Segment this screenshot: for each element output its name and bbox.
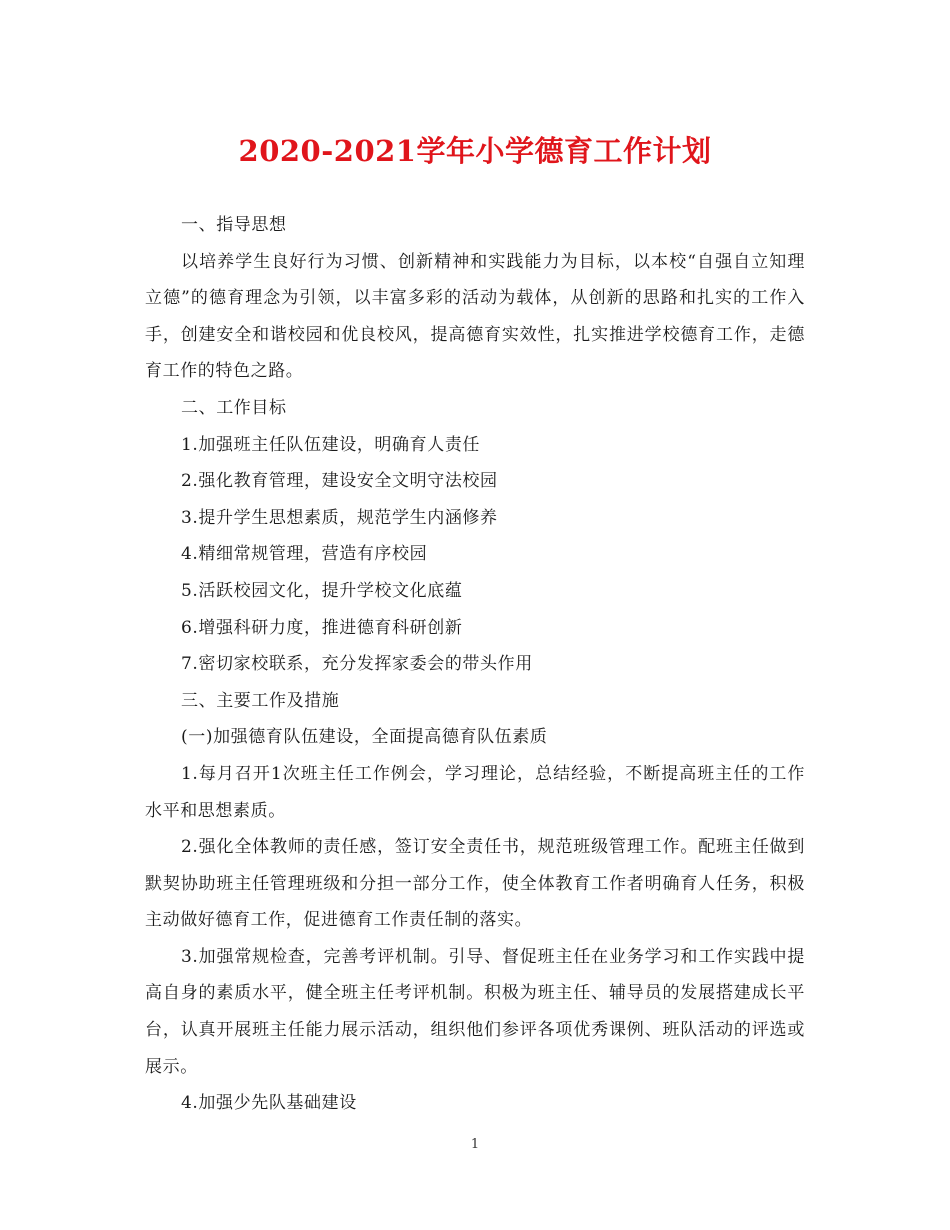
section-heading-main-work: 三、主要工作及措施 bbox=[181, 690, 340, 711]
goal-item-5: 5.活跃校园文化，提升学校文化底蕴 bbox=[181, 580, 463, 601]
goal-item-3: 3.提升学生思想素质，规范学生内涵修养 bbox=[181, 507, 498, 528]
goal-item-7: 7.密切家校联系，充分发挥家委会的带头作用 bbox=[181, 654, 533, 675]
paragraph-guiding-ideology: 以培养学生良好行为习惯、创新精神和实践能力为目标，以本校“自强自立知理立德”的德育理念为引领，以丰富多彩的活动为载体，从创新的思路和扎实的工作入手，创建安全和谐校园和优良校风，提高德育实效性，扎实推进学校德育工作，走德育工作的特色之路。 bbox=[145, 251, 805, 382]
goal-item-6: 6.增强科研力度，推进德育科研创新 bbox=[181, 617, 463, 638]
goal-item-1: 1.加强班主任队伍建设，明确育人责任 bbox=[181, 434, 481, 455]
goal-item-2: 2.强化教育管理，建设安全文明守法校园 bbox=[181, 471, 498, 492]
document-title: 2020-2021学年小学德育工作计划 bbox=[238, 134, 712, 168]
measure-item-1: 1.每月召开1次班主任工作例会，学习理论，总结经验，不断提高班主任的工作水平和思想素质。 bbox=[145, 763, 805, 821]
goal-item-4: 4.精细常规管理，营造有序校园 bbox=[181, 544, 428, 565]
measure-item-2: 2.强化全体教师的责任感，签订安全责任书，规范班级管理工作。配班主任做到默契协助班主任管理班级和分担一部分工作，使全体教育工作者明确育人任务，积极主动做好德育工作，促进德育工作责任制的落实。 bbox=[145, 837, 805, 931]
document-body bbox=[145, 207, 805, 1122]
measure-item-3: 3.加强常规检查，完善考评机制。引导、督促班主任在业务学习和工作实践中提高自身的素质水平，健全班主任考评机制。积极为班主任、辅导员的发展搭建成长平台，认真开展班主任能力展示活动，组织他们参评各项优秀课例、班队活动的评选或展示。 bbox=[145, 946, 805, 1077]
measure-item-4: 4.加强少先队基础建设 bbox=[181, 1093, 357, 1114]
page-number: 1 bbox=[470, 1137, 480, 1152]
section-heading-work-goals: 二、工作目标 bbox=[181, 397, 287, 418]
subsection-heading-1: (一)加强德育队伍建设，全面提高德育队伍素质 bbox=[181, 727, 548, 748]
section-heading-guiding-ideology: 一、指导思想 bbox=[181, 215, 287, 235]
